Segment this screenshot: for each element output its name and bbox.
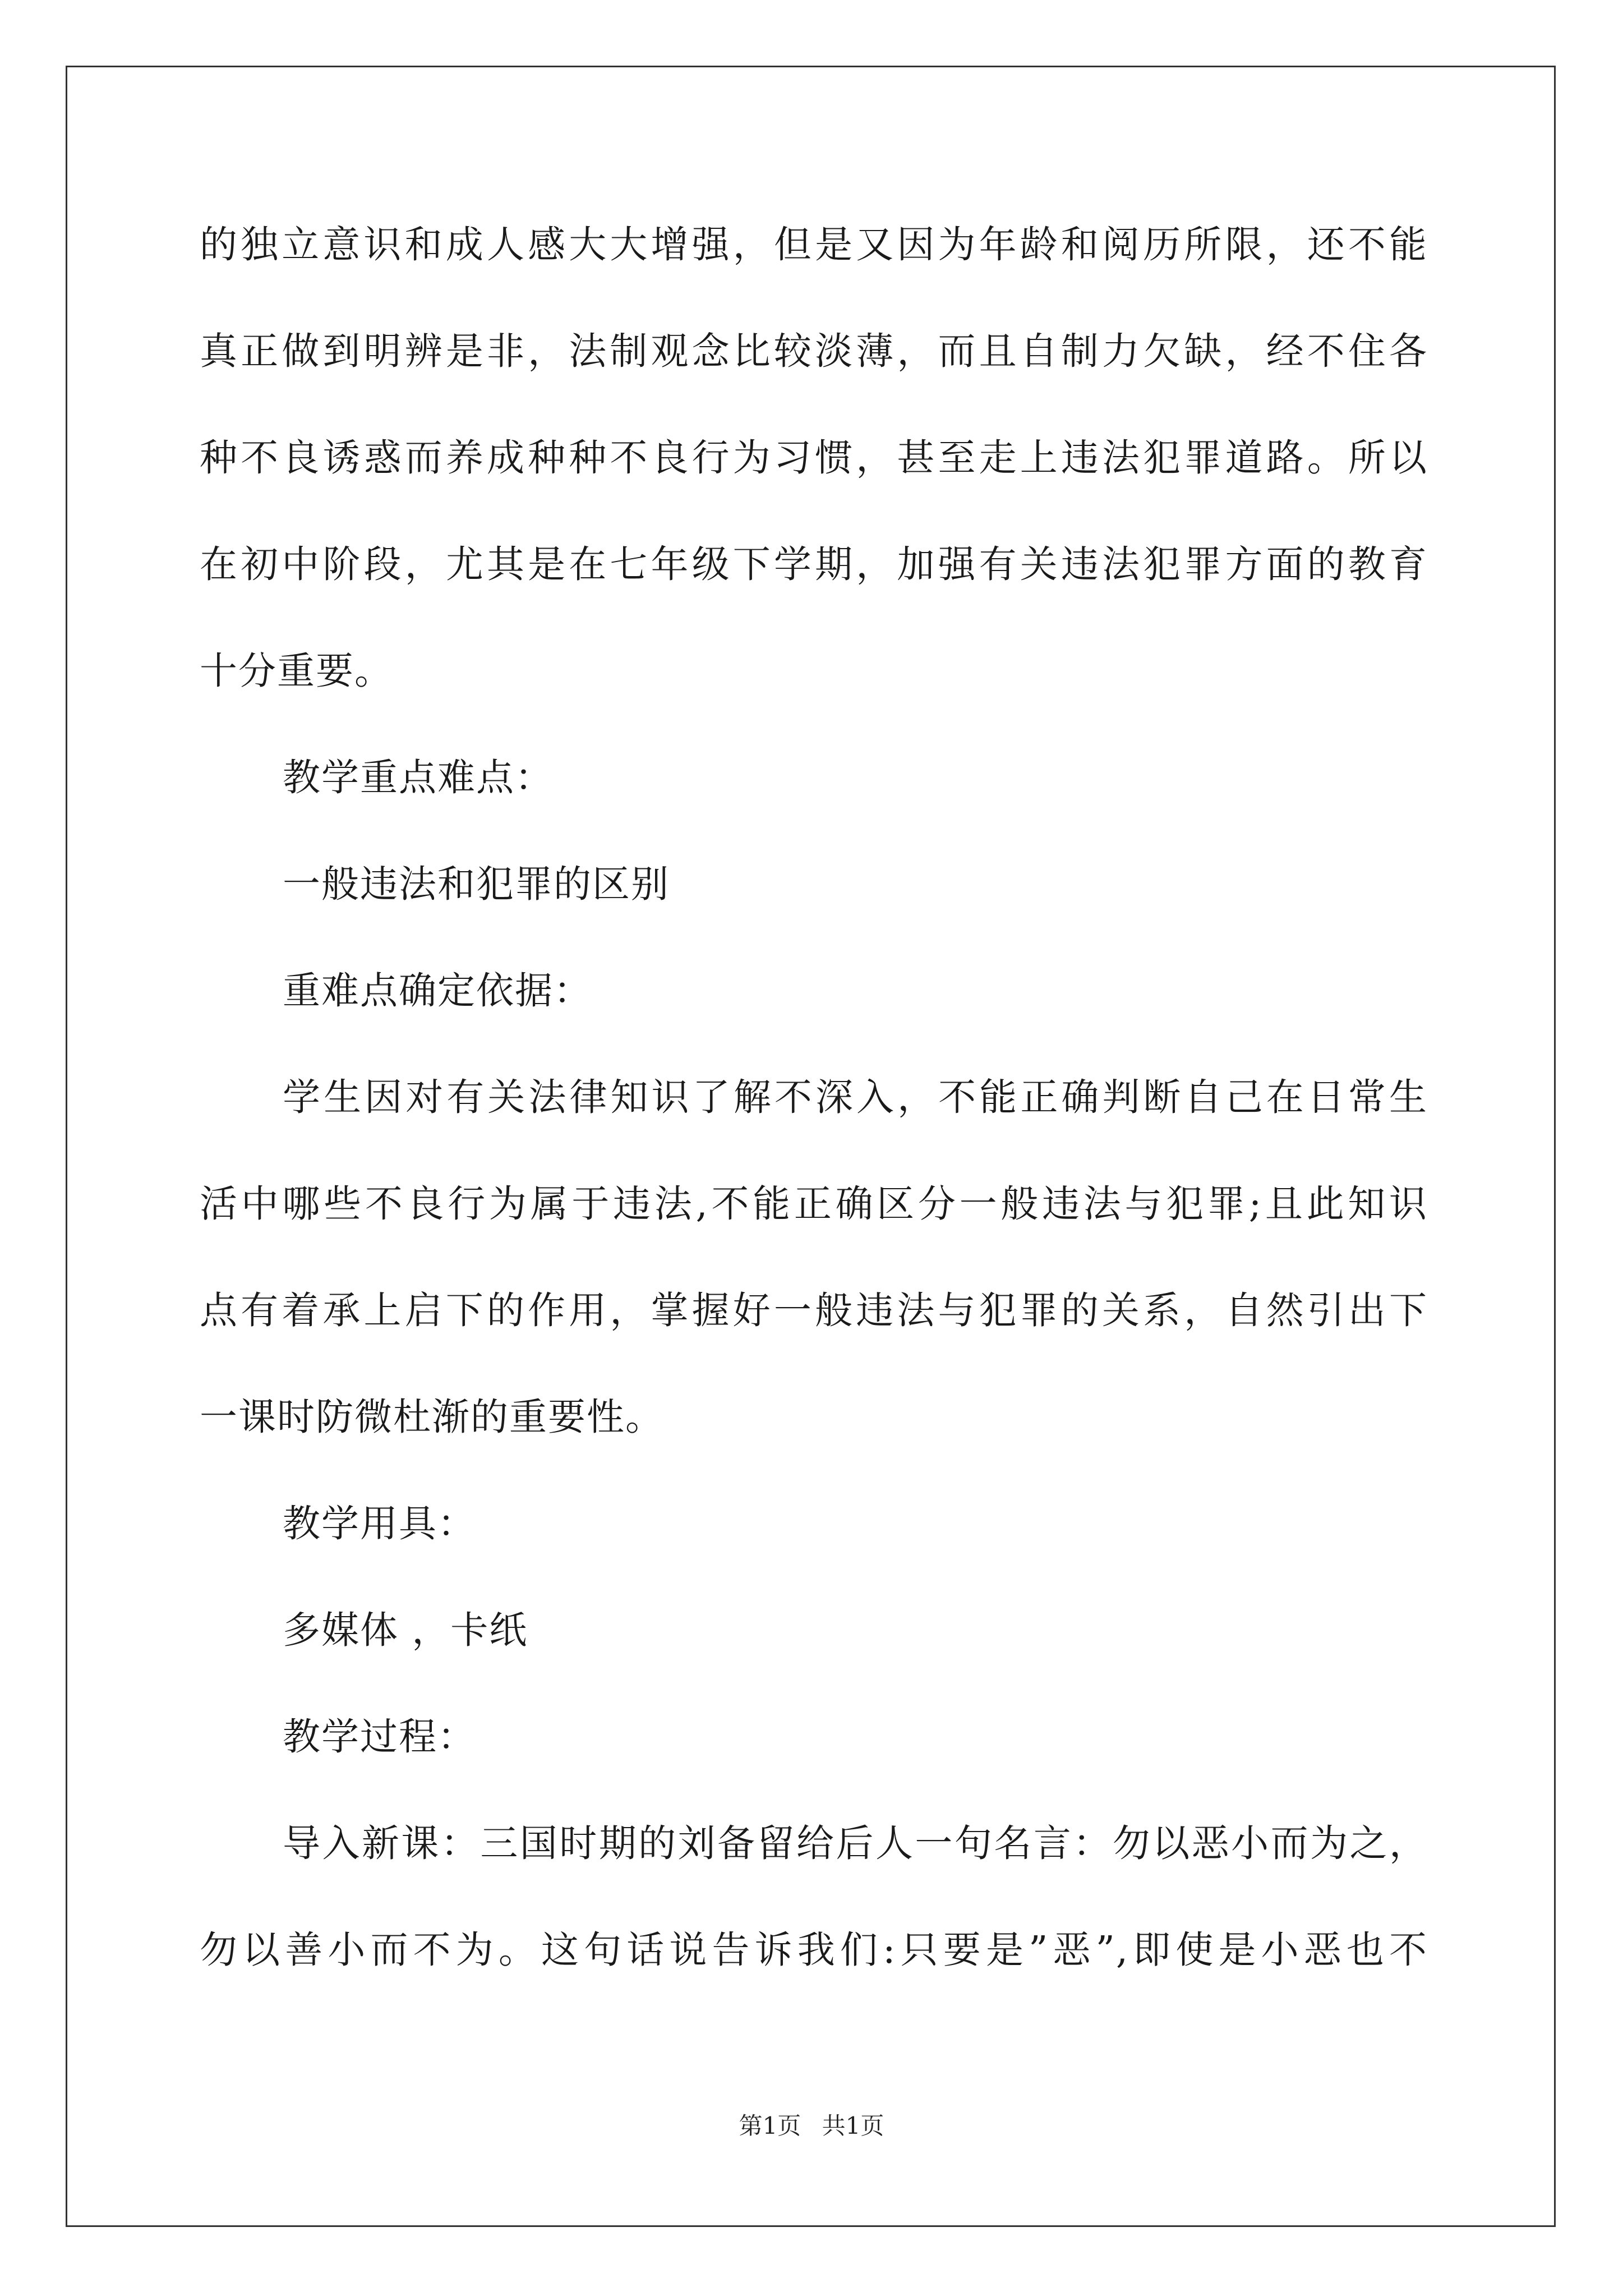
text-line: 多媒体 ，卡纸 [283, 1608, 528, 1652]
page-total: 共1页 [822, 2112, 884, 2139]
section-heading: 教学重点难点： [283, 756, 554, 799]
page-number: 第1页 [739, 2112, 801, 2139]
text-line: 十分重要。 [200, 649, 393, 693]
text-line: 学生因对有关法律知识了解不深入，不能正确判断自己在日常生 [283, 1075, 1428, 1119]
text-line: 一般违法和犯罪的区别 [283, 862, 670, 906]
text-line: 导入新课：三国时期的刘备留给后人一句名言：勿以恶小而为之， [283, 1821, 1428, 1865]
text-line: 在初中阶段，尤其是在七年级下学期，加强有关违法犯罪方面的教育 [200, 542, 1428, 586]
text-line: 点有着承上启下的作用，掌握好一般违法与犯罪的关系，自然引出下 [200, 1289, 1428, 1332]
text-line: 的独立意识和成人感大大增强，但是又因为年龄和阅历所限，还不能 [200, 223, 1428, 266]
page-footer [0, 2109, 1623, 2143]
section-heading: 教学用具： [283, 1502, 476, 1545]
text-line: 活中哪些不良行为属于违法,不能正确区分一般违法与犯罪;且此知识 [200, 1182, 1428, 1226]
section-heading: 重难点确定依据： [283, 969, 592, 1013]
text-line: 勿以善小而不为。这句话说告诉我们:只要是”恶”,即使是小恶也不 [200, 1928, 1428, 1972]
document-body [200, 219, 1433, 2031]
text-line: 种不良诱惑而养成种种不良行为习惯，甚至走上违法犯罪道路。所以 [200, 436, 1428, 480]
section-heading: 教学过程： [283, 1715, 476, 1759]
text-line: 真正做到明辨是非，法制观念比较淡薄，而且自制力欠缺，经不住各 [200, 329, 1428, 373]
text-line: 一课时防微杜渐的重要性。 [200, 1395, 664, 1439]
